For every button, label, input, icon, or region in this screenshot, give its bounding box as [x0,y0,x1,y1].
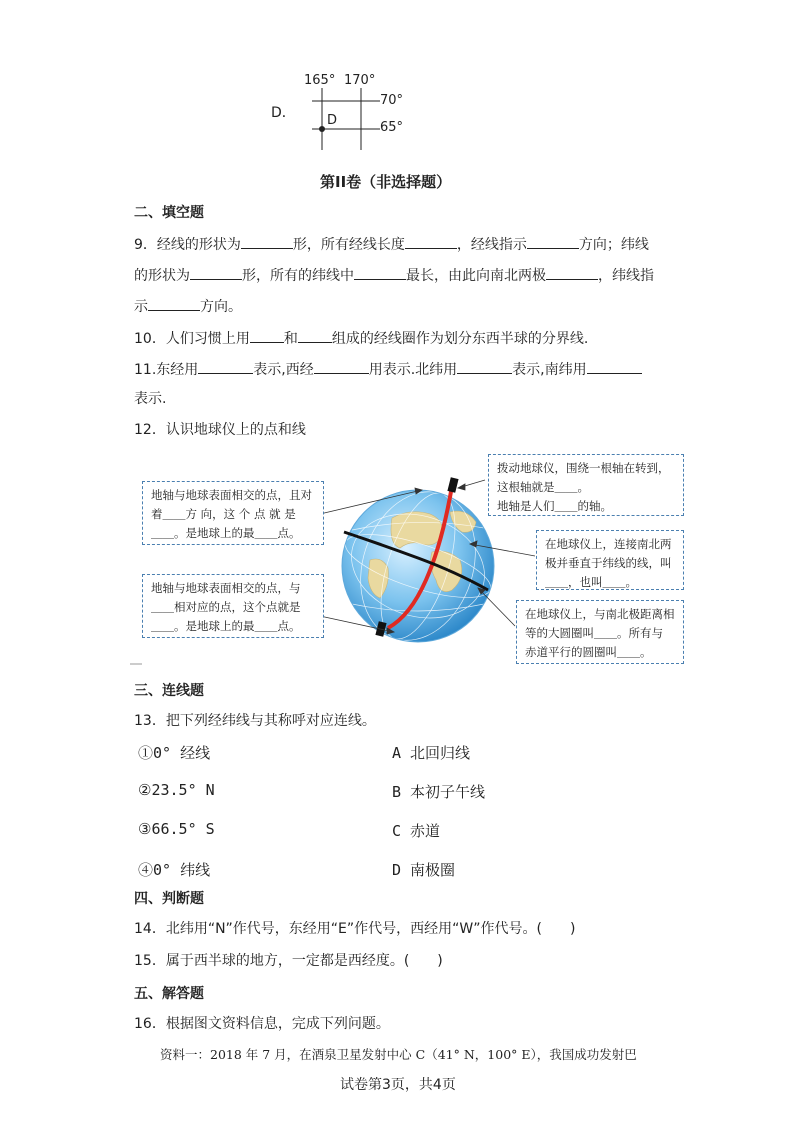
callout-south-pole: 地轴与地球表面相交的点，与 ＿＿相对应的点，这个点就是 ＿＿。是地球上的最＿＿点。 [142,574,324,638]
question-11-line-1: 11.东经用 表示,西经 用表示.北纬用 表示,南纬用 [134,358,642,380]
question-10: 10．人们习惯上用 和 组成的经线圈作为划分东西半球的分界线. [134,327,588,349]
match-left-3: ③66.5° S [138,820,215,838]
latitude-label-70: 70° [380,93,404,108]
section-answer: 五、解答题 [134,986,204,1002]
callout-equator: 在地球仪上，与南北极距离相 等的大圆圈叫＿＿。所有与 赤道平行的圆圈叫＿＿。 [516,600,684,664]
match-left-1: ①0° 经线 [138,744,211,762]
globe-figure [130,448,690,670]
section-fill-in: 二、填空题 [134,205,204,221]
question-15: 15．属于西半球的地方，一定都是西经度。( ) [134,953,443,969]
question-9-line-2: 的形状为 形，所有的纬线中 最长，由此向南北两极 ，纬线指 [134,264,654,286]
latitude-label-65: 65° [380,120,404,135]
part-title: 第II卷（非选择题） [320,173,452,191]
match-right-d: D 南极圈 [392,861,456,879]
question-13-title: 13．把下列经纬线与其称呼对应连线。 [134,713,376,729]
lat-lon-grid [260,68,420,153]
option-d-figure [260,68,420,153]
section-judge: 四、判断题 [134,891,204,907]
material-1: 资料一：2018 年 7 月，在酒泉卫星发射中心 C（41° N，100° E），我国成功发射巴 [160,1047,637,1062]
question-9-line-1: 9．经线的形状为 形，所有经线长度 ，经线指示 方向；纬线 [134,233,649,255]
match-right-b: B 本初子午线 [392,783,486,801]
match-right-c: C 赤道 [392,822,441,840]
question-14: 14．北纬用“N”作代号，东经用“E”作代号，西经用“W”作代号。( ) [134,921,576,937]
match-right-a: A 北回归线 [392,744,471,762]
match-left-4: ④0° 纬线 [138,861,211,879]
callout-earth-axis: 拨动地球仪，围绕一根轴在转到， 这根轴就是＿＿。 地轴是人们＿＿的轴。 [488,454,684,516]
question-12-title: 12．认识地球仪上的点和线 [134,422,306,438]
section-connect: 三、连线题 [134,683,204,699]
option-d-label: D． [271,105,296,121]
match-left-2: ②23.5° N [138,781,215,799]
question-9-line-3: 示 方向。 [134,295,242,317]
point-d-label: D [327,113,338,128]
page-footer: 试卷第3页，共4页 [340,1077,456,1093]
longitude-label-170: 170° [344,73,376,88]
longitude-label-165: 165° [304,73,336,88]
question-16: 16．根据图文资料信息，完成下列问题。 [134,1016,390,1032]
question-11-line-2: 表示. [134,391,167,407]
callout-north-pole: 地轴与地球表面相交的点，且对 着＿＿方 向，这 个 点 就 是 ＿＿。是地球上的最＿＿点。 [142,481,324,545]
callout-meridian: 在地球仪上，连接南北两 极并垂直于纬线的线，叫 ＿＿，也叫＿＿。 [536,530,684,590]
